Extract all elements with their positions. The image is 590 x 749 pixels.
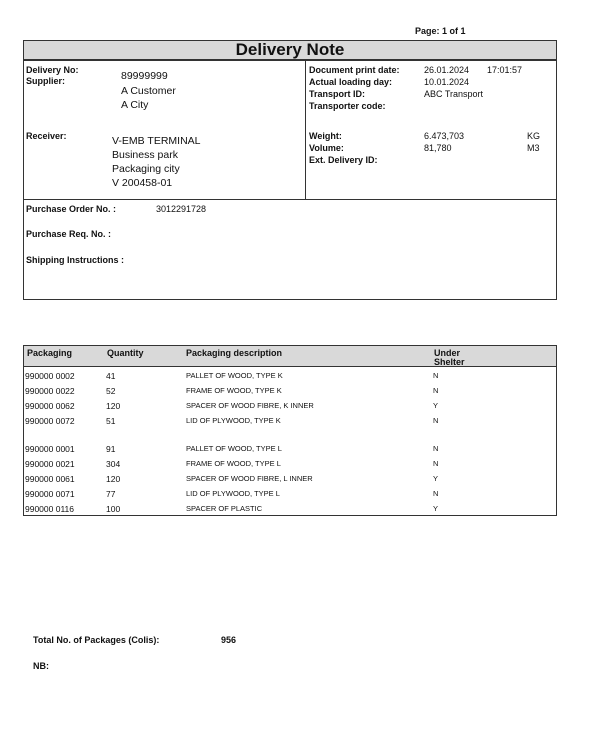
purchase-order-label: Purchase Order No. : xyxy=(26,204,117,214)
transport-id-label: Transport ID: xyxy=(309,89,366,99)
cell-quantity: 120 xyxy=(106,474,121,484)
cell-packaging: 990000 0001 xyxy=(25,444,75,454)
receiver-line-3: Packaging city xyxy=(112,163,180,175)
cell-quantity: 52 xyxy=(106,386,116,396)
cell-shelter: Y xyxy=(433,504,439,513)
cell-quantity: 41 xyxy=(106,371,116,381)
supplier-line-2: A City xyxy=(121,99,149,111)
cell-quantity: 100 xyxy=(106,504,121,514)
cell-shelter: N xyxy=(433,416,439,425)
receiver-label: Receiver: xyxy=(26,131,67,141)
supplier-label: Supplier: xyxy=(26,76,66,86)
cell-quantity: 51 xyxy=(106,416,116,426)
cell-shelter: N xyxy=(433,489,439,498)
cell-packaging: 990000 0116 xyxy=(25,504,75,514)
table-body xyxy=(23,366,557,516)
print-date-label: Document print date: xyxy=(309,65,400,75)
receiver-line-1: V-EMB TERMINAL xyxy=(112,135,201,147)
cell-description: LID OF PLYWOOD, TYPE K xyxy=(186,416,281,425)
transport-id-value: ABC Transport xyxy=(424,89,484,99)
header-packaging: Packaging xyxy=(27,348,73,358)
cell-shelter: N xyxy=(433,444,439,453)
header-divider xyxy=(305,60,306,200)
cell-packaging: 990000 0061 xyxy=(25,474,75,484)
cell-shelter: N xyxy=(433,371,439,380)
cell-packaging: 990000 0022 xyxy=(25,386,75,396)
header-shelter: Shelter xyxy=(434,357,465,367)
transporter-code-label: Transporter code: xyxy=(309,101,386,111)
cell-description: LID OF PLYWOOD, TYPE L xyxy=(186,489,280,498)
cell-packaging: 990000 0072 xyxy=(25,416,75,426)
order-block xyxy=(23,199,557,300)
volume-unit: M3 xyxy=(527,143,540,153)
volume-value: 81,780 xyxy=(424,143,452,153)
ext-delivery-label: Ext. Delivery ID: xyxy=(309,155,378,165)
weight-label: Weight: xyxy=(309,131,342,141)
document-title: Delivery Note xyxy=(23,40,557,60)
cell-quantity: 304 xyxy=(106,459,121,469)
cell-quantity: 77 xyxy=(106,489,116,499)
header-block xyxy=(23,60,557,200)
cell-description: FRAME OF WOOD, TYPE K xyxy=(186,386,282,395)
loading-day-label: Actual loading day: xyxy=(309,77,393,87)
header-description: Packaging description xyxy=(186,348,283,358)
cell-packaging: 990000 0002 xyxy=(25,371,75,381)
delivery-no-value: 89999999 xyxy=(121,70,168,82)
supplier-line-1: A Customer xyxy=(121,85,176,97)
nb-label: NB: xyxy=(33,661,49,671)
cell-description: SPACER OF WOOD FIBRE, L INNER xyxy=(186,474,313,483)
cell-packaging: 990000 0071 xyxy=(25,489,75,499)
total-packages-label: Total No. of Packages (Colis): xyxy=(33,635,160,645)
volume-label: Volume: xyxy=(309,143,344,153)
weight-value: 6.473,703 xyxy=(424,131,465,141)
header-under: Under xyxy=(434,348,461,358)
cell-description: SPACER OF WOOD FIBRE, K INNER xyxy=(186,401,314,410)
cell-shelter: Y xyxy=(433,474,439,483)
cell-quantity: 120 xyxy=(106,401,121,411)
shipping-instructions-label: Shipping Instructions : xyxy=(26,255,124,265)
cell-description: PALLET OF WOOD, TYPE K xyxy=(186,371,283,380)
loading-day-value: 10.01.2024 xyxy=(424,77,470,87)
purchase-order-value: 3012291728 xyxy=(156,204,207,214)
delivery-no-label: Delivery No: xyxy=(26,65,79,75)
purchase-req-label: Purchase Req. No. : xyxy=(26,229,112,239)
receiver-line-4: V 200458-01 xyxy=(112,177,173,189)
weight-unit: KG xyxy=(527,131,541,141)
cell-shelter: N xyxy=(433,459,439,468)
cell-packaging: 990000 0021 xyxy=(25,459,75,469)
header-quantity: Quantity xyxy=(107,348,144,358)
cell-shelter: Y xyxy=(433,401,439,410)
cell-packaging: 990000 0062 xyxy=(25,401,75,411)
total-packages-value: 956 xyxy=(221,635,237,645)
page-indicator: Page: 1 of 1 xyxy=(415,26,466,36)
cell-description: PALLET OF WOOD, TYPE L xyxy=(186,444,282,453)
print-time-value: 17:01:57 xyxy=(487,65,523,75)
cell-quantity: 91 xyxy=(106,444,116,454)
cell-description: FRAME OF WOOD, TYPE L xyxy=(186,459,281,468)
table-header xyxy=(23,345,557,367)
receiver-line-2: Business park xyxy=(112,149,178,161)
print-date-value: 26.01.2024 xyxy=(424,65,470,75)
cell-shelter: N xyxy=(433,386,439,395)
cell-description: SPACER OF PLASTIC xyxy=(186,504,263,513)
